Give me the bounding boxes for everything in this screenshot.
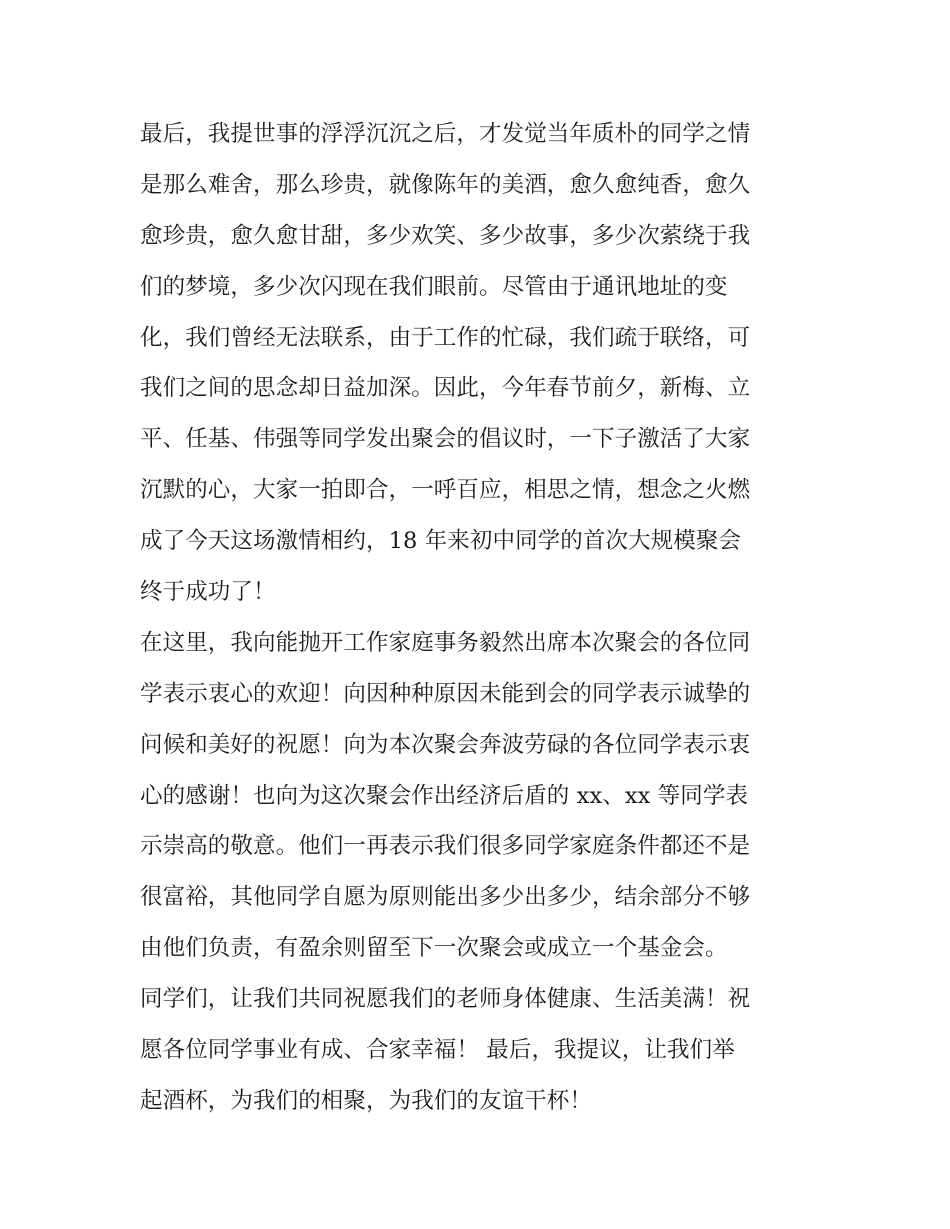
text-line: 平、任基、伟强等同学发出聚会的倡议时，一下子激活了大家 — [140, 426, 751, 453]
text-line: 沉默的心，大家一拍即合，一呼百应，相思之情，想念之火燃 — [140, 477, 751, 504]
text-line: 终于成功了！ — [140, 579, 276, 606]
text-line: 愈珍贵，愈久愈甘甜，多少欢笑、多少故事，多少次萦绕于我 — [140, 222, 751, 249]
text-line: 学表示衷心的欢迎！向因种种原因未能到会的同学表示诚挚的 — [140, 680, 751, 707]
text-line: 起酒杯，为我们的相聚，为我们的友谊干杯！ — [140, 1087, 593, 1114]
paragraph-3 — [140, 974, 812, 1127]
text-line: 在这里，我向能抛开工作家庭事务毅然出席本次聚会的各位同 — [140, 629, 751, 656]
text-line: 同学们，让我们共同祝愿我们的老师身体健康、生活美满！祝 — [140, 986, 751, 1013]
text-line: 化，我们曾经无法联系，由于工作的忙碌，我们疏于联络，可 — [140, 324, 751, 351]
document-body — [140, 109, 812, 1127]
text-line: 问候和美好的祝愿！向为本次聚会奔波劳碌的各位同学表示衷 — [140, 731, 751, 758]
text-line: 由他们负责，有盈余则留至下一次聚会或成立一个基金会。 — [140, 935, 728, 962]
text-line: 我们之间的思念却日益加深。因此，今年春节前夕，新梅、立 — [140, 375, 751, 402]
text-line: 愿各位同学事业有成、合家幸福！ 最后，我提议，让我们举 — [140, 1037, 735, 1064]
text-line: 们的梦境，多少次闪现在我们眼前。尽管由于通讯地址的变 — [140, 273, 728, 300]
text-line: 成了今天这场激情相约，18 年来初中同学的首次大规模聚会 — [140, 528, 742, 555]
text-line: 心的感谢！也向为这次聚会作出经济后盾的 xx、xx 等同学表 — [140, 782, 749, 809]
text-line: 示崇高的敬意。他们一再表示我们很多同学家庭条件都还不是 — [140, 833, 751, 860]
text-line: 是那么难舍，那么珍贵，就像陈年的美酒，愈久愈纯香，愈久 — [140, 171, 751, 198]
text-line: 最后，我提世事的浮浮沉沉之后，才发觉当年质朴的同学之情 — [140, 121, 751, 147]
paragraph-2 — [140, 618, 812, 974]
text-line: 很富裕，其他同学自愿为原则能出多少出多少，结余部分不够 — [140, 884, 751, 911]
paragraph-1 — [140, 109, 812, 618]
